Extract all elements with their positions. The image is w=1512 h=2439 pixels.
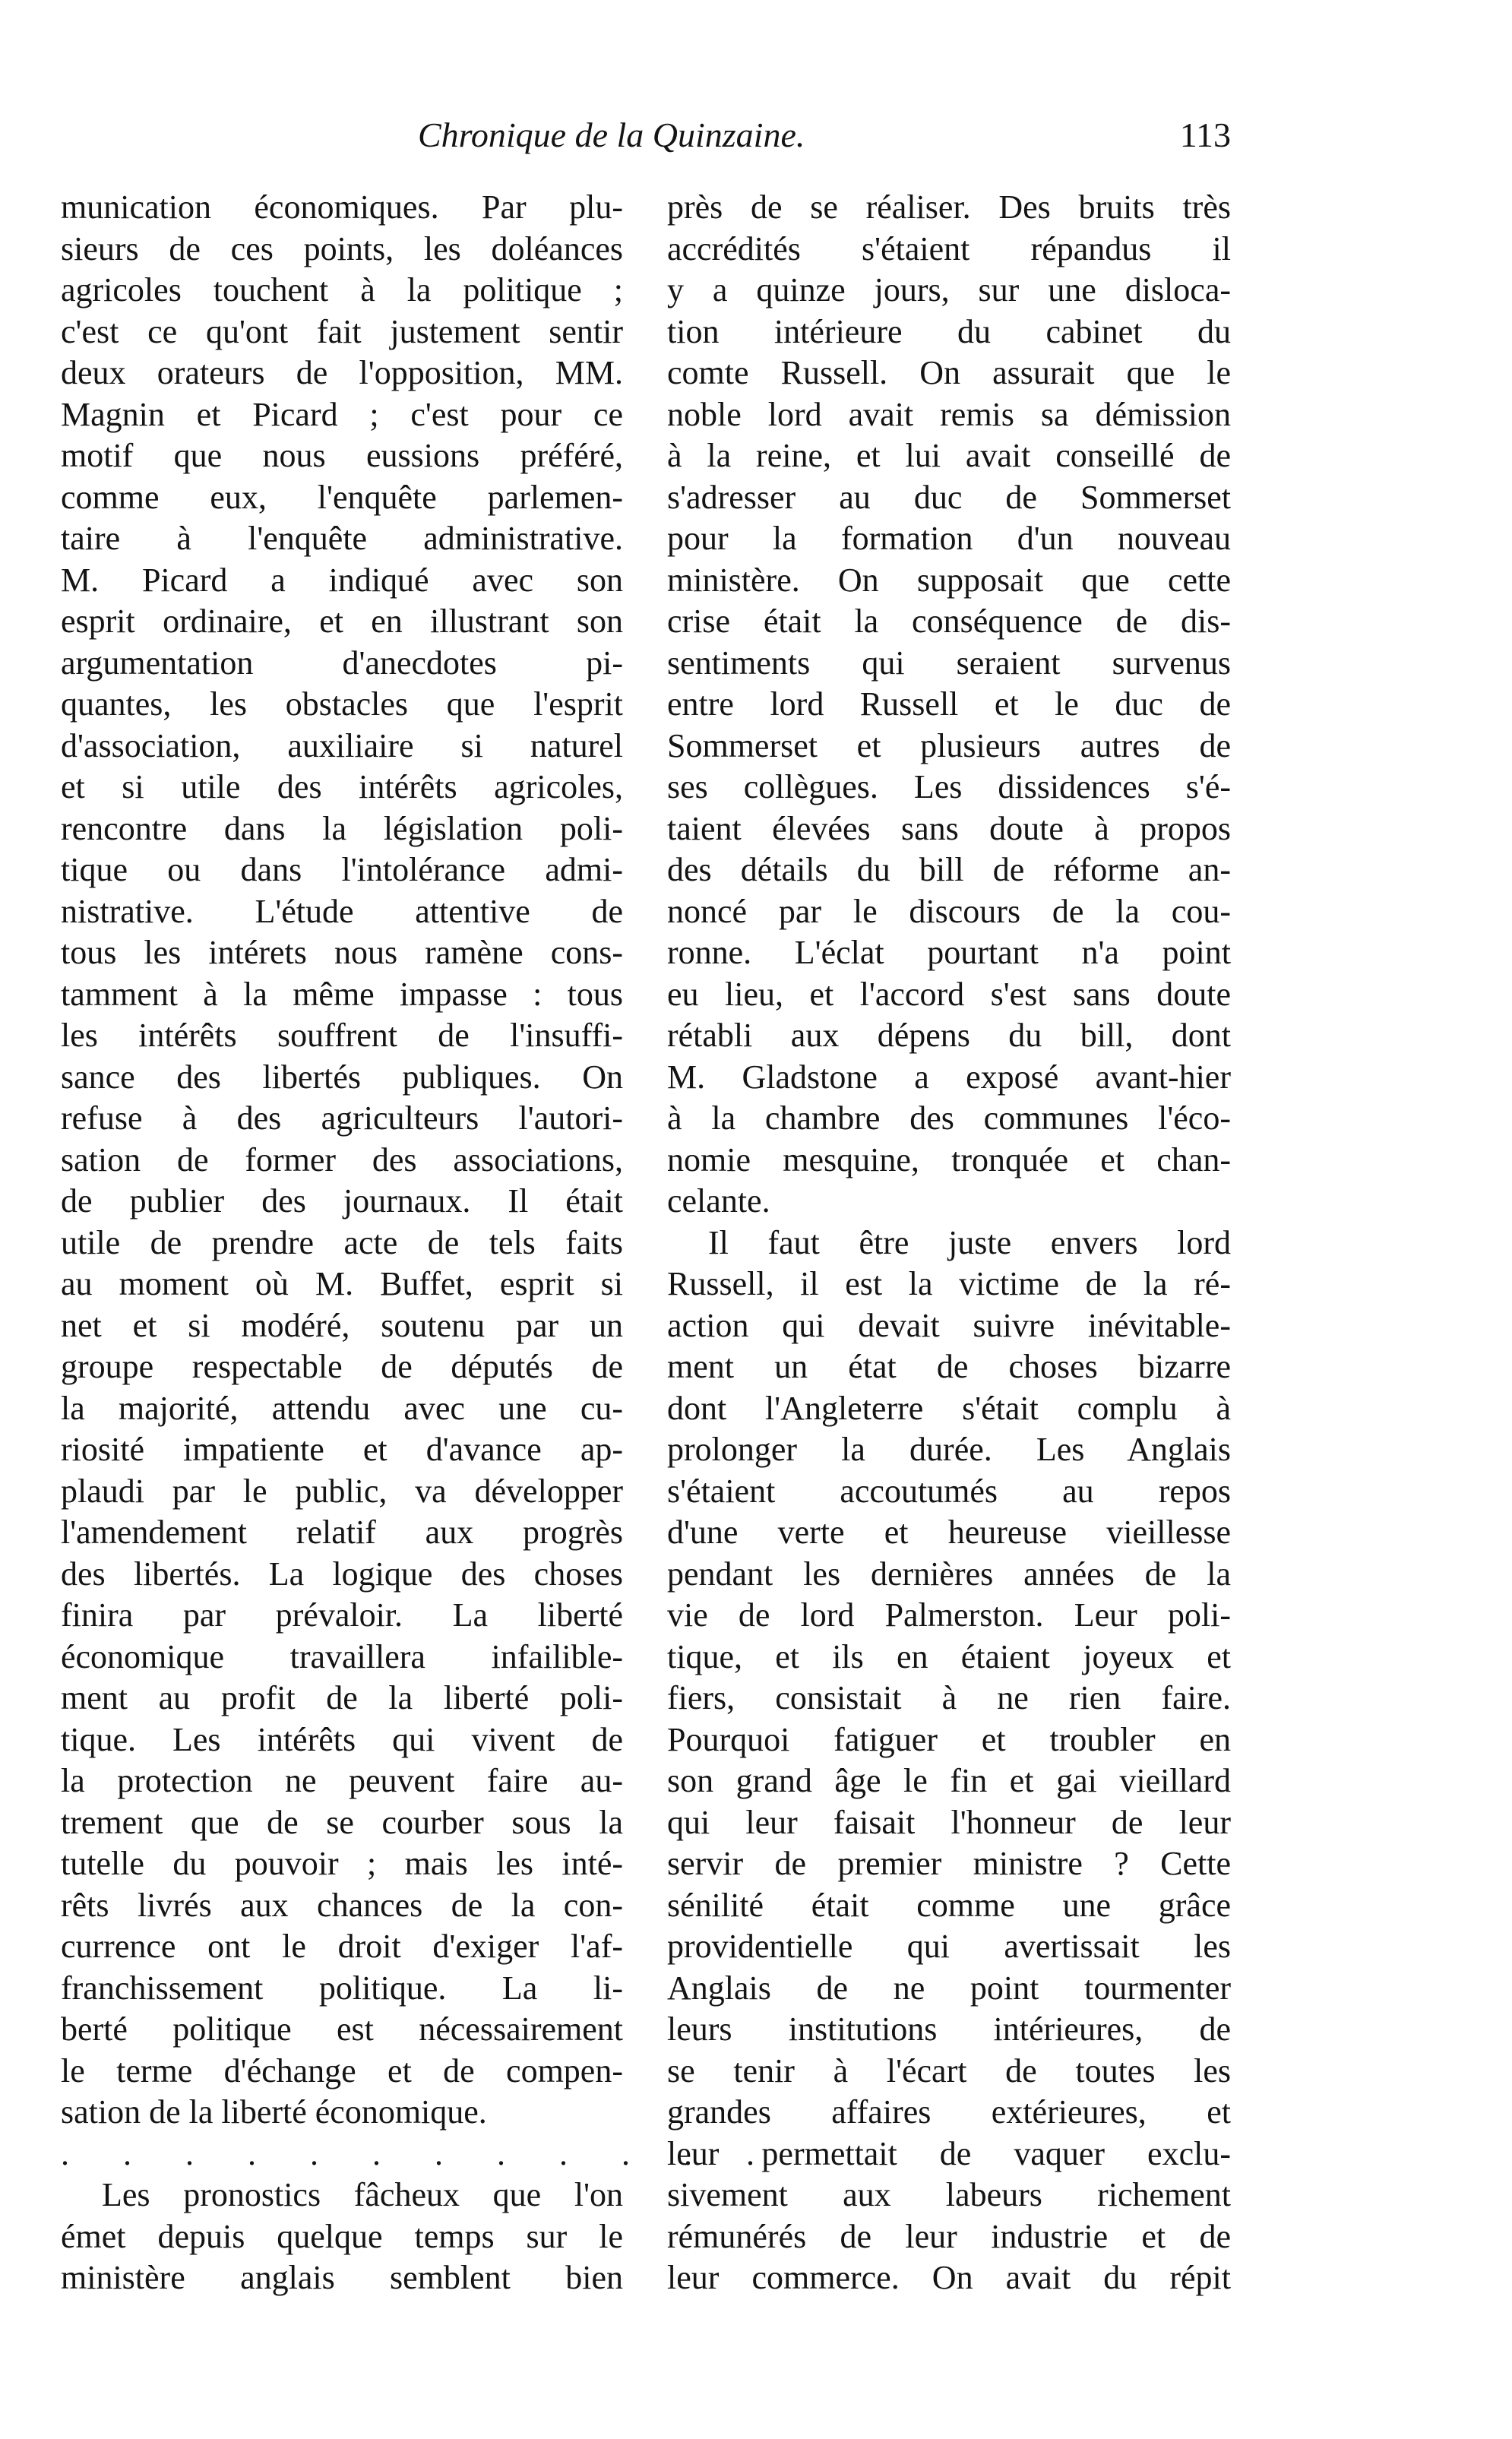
text-line: Pourquoi fatiguer et troubler en (667, 1720, 1231, 1758)
text-line: y a quinze jours, sur une disloca- (667, 271, 1231, 308)
text-line: trement que de se courber sous la (61, 1803, 623, 1841)
text-line: se tenir à l'écart de toutes les (667, 2051, 1231, 2089)
text-line: riosité impatiente et d'avance ap- (61, 1431, 623, 1468)
text-line: pendant les dernières années de la (667, 1555, 1231, 1593)
running-title: Chronique de la Quinzaine. (418, 115, 805, 154)
text-line: la majorité, attendu avec une cu- (61, 1389, 623, 1427)
text-line: rétabli aux dépens du bill, dont (667, 1017, 1231, 1054)
text-line: ministère. On supposait que cette (667, 561, 1231, 599)
text-line: leur commerce. On avait du répit (667, 2259, 1231, 2296)
text-line: son grand âge le fin et gai vieillard (667, 1762, 1231, 1799)
text-line: s'étaient accoutumés au repos (667, 1472, 1231, 1510)
text-line: d'association, auxiliaire si naturel (61, 726, 623, 764)
text-line: taient élevées sans doute à propos (667, 809, 1231, 847)
text-line: net et si modéré, soutenu par un (61, 1306, 623, 1344)
text-line: Russell, il est la victime de la ré- (667, 1265, 1231, 1302)
text-line: Anglais de ne point tourmenter (667, 1969, 1231, 2007)
text-line: esprit ordinaire, et en illustrant son (61, 603, 623, 640)
text-line: taire à l'enquête administrative. (61, 520, 623, 557)
text-line: pour la formation d'un nouveau (667, 520, 1231, 557)
text-line: tamment à la même impasse : tous (61, 975, 623, 1013)
text-line: agricoles touchent à la politique ; (61, 271, 623, 308)
text-line: tion intérieure du cabinet du (667, 312, 1231, 350)
text-line: tous les intérets nous ramène cons- (61, 934, 623, 971)
text-line: sivement aux labeurs richement (667, 2176, 1231, 2213)
text-line: nistrative. L'étude attentive de (61, 892, 623, 930)
text-line: Il faut être juste envers lord (708, 1223, 1231, 1261)
text-line: tique ou dans l'intolérance admi- (61, 851, 623, 888)
text-line: M. Picard a indiqué avec son (61, 561, 623, 599)
text-line: berté politique est nécessairement (61, 2010, 623, 2048)
text-line: M. Gladstone a exposé avant-hier (667, 1058, 1231, 1096)
text-line: action qui devait suivre inévitable- (667, 1306, 1231, 1344)
text-line: comme eux, l'enquête parlemen- (61, 478, 623, 516)
text-line: les intérêts souffrent de l'insuffi- (61, 1017, 623, 1054)
text-line: groupe respectable de députés de (61, 1348, 623, 1385)
text-line: ministère anglais semblent bien (61, 2259, 623, 2296)
text-line: sieurs de ces points, les doléances (61, 229, 623, 267)
text-line: c'est ce qu'ont fait justement sentir (61, 312, 623, 350)
text-line: à la chambre des communes l'éco- (667, 1099, 1231, 1137)
text-line: leur permettait de vaquer exclu- (667, 2134, 1231, 2172)
text-line: accrédités s'étaient répandus il (667, 229, 1231, 267)
text-line: currence ont le droit d'exiger l'af- (61, 1928, 623, 1965)
text-line: finira par prévaloir. La liberté (61, 1596, 623, 1634)
text-line: prolonger la durée. Les Anglais (667, 1431, 1231, 1468)
text-line: sénilité était comme une grâce (667, 1886, 1231, 1924)
text-line: vie de lord Palmerston. Leur poli- (667, 1596, 1231, 1634)
text-line: franchissement politique. La li- (61, 1969, 623, 2007)
text-line: de publier des journaux. Il était (61, 1182, 623, 1220)
text-line: quantes, les obstacles que l'esprit (61, 685, 623, 723)
text-line: économique travaillera infailible- (61, 1637, 623, 1675)
text-line: sation de la liberté économique. (61, 2093, 487, 2131)
text-line: noble lord avait remis sa démission (667, 395, 1231, 433)
text-line: des détails du bill de réforme an- (667, 851, 1231, 888)
text-line: providentielle qui avertissait les (667, 1928, 1231, 1965)
text-line: deux orateurs de l'opposition, MM. (61, 354, 623, 391)
text-line: fiers, consistait à ne rien faire. (667, 1679, 1231, 1716)
text-line: rémunérés de leur industrie et de (667, 2217, 1231, 2255)
right-column (667, 187, 1231, 2299)
text-line: le terme d'échange et de compen- (61, 2051, 623, 2089)
text-line: sentiments qui seraient survenus (667, 644, 1231, 682)
text-line: comte Russell. On assurait que le (667, 354, 1231, 391)
text-line: tique, et ils en étaient joyeux et (667, 1637, 1231, 1675)
text-line: Les pronostics fâcheux que l'on (102, 2176, 623, 2213)
text-line: qui leur faisait l'honneur de leur (667, 1803, 1231, 1841)
text-line: l'amendement relatif aux progrès (61, 1514, 623, 1551)
text-line: celante. (667, 1182, 770, 1220)
text-line: grandes affaires extérieures, et (667, 2093, 1231, 2131)
text-line: d'une verte et heureuse vieillesse (667, 1514, 1231, 1551)
running-head (61, 112, 1231, 158)
text-line: entre lord Russell et le duc de (667, 685, 1231, 723)
text-line: Magnin et Picard ; c'est pour ce (61, 395, 623, 433)
text-line: à la reine, et lui avait conseillé de (667, 437, 1231, 474)
text-line: au moment où M. Buffet, esprit si (61, 1265, 623, 1302)
text-line: refuse à des agriculteurs l'autori- (61, 1099, 623, 1137)
text-line: des libertés. La logique des choses (61, 1555, 623, 1593)
text-line: eu lieu, et l'accord s'est sans doute (667, 975, 1231, 1013)
text-line: utile de prendre acte de tels faits (61, 1223, 623, 1261)
text-line: nomie mesquine, tronquée et chan- (667, 1140, 1231, 1178)
text-line: argumentation d'anecdotes pi- (61, 644, 623, 682)
text-line: plaudi par le public, va développer (61, 1472, 623, 1510)
text-line: dont l'Angleterre s'était complu à (667, 1389, 1231, 1427)
text-line: Sommerset et plusieurs autres de (667, 726, 1231, 764)
text-line: et si utile des intérêts agricoles, (61, 768, 623, 805)
text-line: munication économiques. Par plu- (61, 188, 623, 226)
text-line: sation de former des associations, (61, 1140, 623, 1178)
text-line: crise était la conséquence de dis- (667, 603, 1231, 640)
text-line: s'adresser au duc de Sommerset (667, 478, 1231, 516)
text-line: ment un état de choses bizarre (667, 1348, 1231, 1385)
section-separator: . . . . . . . . . . . . (61, 2134, 777, 2172)
text-line: ment au profit de la liberté poli- (61, 1679, 623, 1716)
text-line: motif que nous eussions préféré, (61, 437, 623, 474)
text-line: tutelle du pouvoir ; mais les inté- (61, 1845, 623, 1882)
text-line: près de se réaliser. Des bruits très (667, 188, 1231, 226)
text-line: servir de premier ministre ? Cette (667, 1845, 1231, 1882)
text-line: sance des libertés publiques. On (61, 1058, 623, 1096)
text-line: émet depuis quelque temps sur le (61, 2217, 623, 2255)
text-line: rêts livrés aux chances de la con- (61, 1886, 623, 1924)
text-line: noncé par le discours de la cou- (667, 892, 1231, 930)
text-line: la protection ne peuvent faire au- (61, 1762, 623, 1799)
text-line: tique. Les intérêts qui vivent de (61, 1720, 623, 1758)
page-number: 113 (1179, 115, 1231, 154)
text-line: leurs institutions intérieures, de (667, 2010, 1231, 2048)
text-line: ses collègues. Les dissidences s'é- (667, 768, 1231, 805)
text-line: rencontre dans la législation poli- (61, 809, 623, 847)
text-line: ronne. L'éclat pourtant n'a point (667, 934, 1231, 971)
